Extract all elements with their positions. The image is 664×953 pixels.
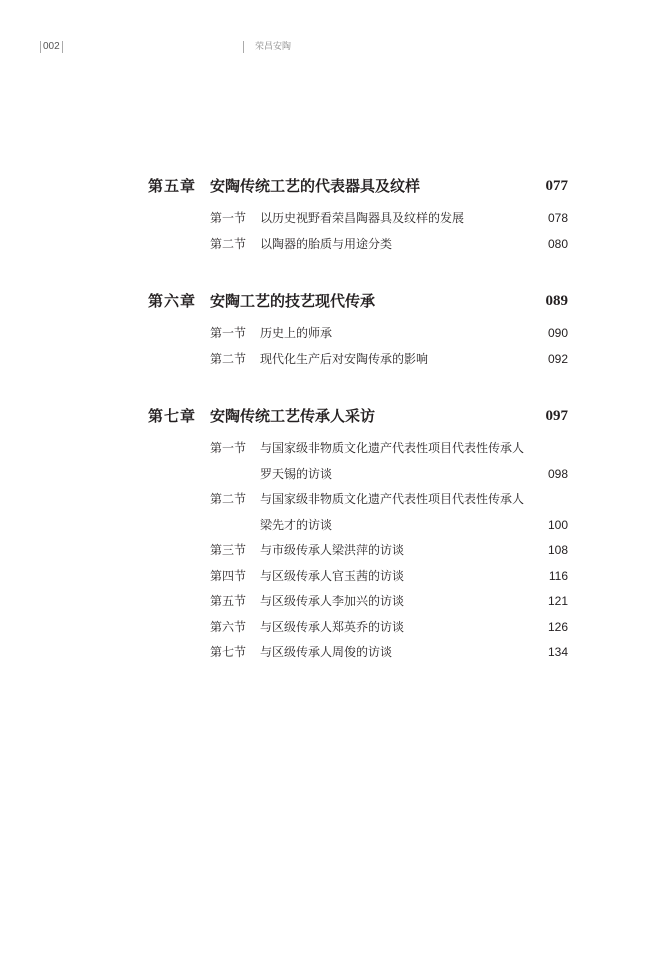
section-label: 第二节 xyxy=(210,236,247,251)
page-number: 002 xyxy=(40,41,63,53)
section-title: 与区级传承人郑英乔的访谈 xyxy=(260,619,405,634)
section-title: 现代化生产后对安陶传承的影响 xyxy=(260,351,429,366)
running-header xyxy=(40,41,340,55)
section-label: 第七节 xyxy=(210,645,247,659)
section-page-number: 116 xyxy=(548,568,568,583)
chapter-label: 第五章 xyxy=(148,177,197,195)
book-title: 荣昌安陶 xyxy=(255,42,292,52)
section-title: 与区级传承人周俊的访谈 xyxy=(260,645,393,659)
toc-section-entry[interactable] xyxy=(148,487,568,538)
section-title: 梁先才的访谈 xyxy=(260,517,333,532)
section-label: 第二节 xyxy=(210,351,247,366)
toc-section-entry[interactable] xyxy=(148,589,568,615)
section-page-number: 134 xyxy=(547,645,568,659)
chapter-title: 安陶传统工艺传承人采访 xyxy=(210,407,376,425)
chapter-title: 安陶传统工艺的代表器具及纹样 xyxy=(210,177,421,195)
section-page-number: 121 xyxy=(547,594,568,608)
section-page-number: 080 xyxy=(547,236,568,251)
section-title: 与区级传承人官玉茜的访谈 xyxy=(260,568,405,583)
chapter-heading[interactable] xyxy=(148,287,568,315)
chapter-label: 第七章 xyxy=(148,407,197,425)
chapter-heading[interactable] xyxy=(148,402,568,430)
section-title: 与区级传承人李加兴的访谈 xyxy=(260,594,405,608)
section-title: 以陶器的胎质与用途分类 xyxy=(260,236,393,251)
toc-chapter xyxy=(148,172,568,257)
section-label: 第一节 xyxy=(210,326,247,340)
toc-section-entry[interactable] xyxy=(148,347,568,373)
section-label: 第二节 xyxy=(210,492,247,506)
section-page-number: 126 xyxy=(547,619,568,634)
section-label: 第一节 xyxy=(210,441,247,455)
chapter-label: 第六章 xyxy=(148,292,197,310)
toc-section-entry[interactable] xyxy=(148,321,568,347)
section-title: 罗天锡的访谈 xyxy=(260,466,333,481)
chapter-title: 安陶工艺的技艺现代传承 xyxy=(210,292,376,310)
toc-section-entry[interactable] xyxy=(148,538,568,564)
section-title: 历史上的师承 xyxy=(260,326,333,340)
toc-chapter xyxy=(148,402,568,666)
section-title: 与国家级非物质文化遗产代表性项目代表性传承人 xyxy=(260,492,525,506)
toc-section-entry[interactable] xyxy=(148,640,568,666)
section-list xyxy=(148,436,568,666)
section-page-number: 098 xyxy=(547,466,568,481)
toc-chapter xyxy=(148,287,568,372)
section-page-number: 100 xyxy=(547,517,568,532)
section-page-number: 078 xyxy=(547,211,568,225)
section-label: 第一节 xyxy=(210,211,247,225)
section-title: 以历史视野看荣昌陶器具及纹样的发展 xyxy=(260,211,465,225)
toc-section-entry[interactable] xyxy=(148,232,568,258)
toc-section-entry[interactable] xyxy=(148,206,568,232)
section-page-number: 090 xyxy=(547,326,568,340)
section-label: 第五节 xyxy=(210,594,247,608)
section-page-number: 108 xyxy=(547,543,568,557)
section-label: 第三节 xyxy=(210,543,247,557)
header-divider xyxy=(243,41,244,53)
toc-section-entry[interactable] xyxy=(148,615,568,641)
section-label: 第四节 xyxy=(210,568,247,583)
section-title: 与市级传承人梁洪萍的访谈 xyxy=(260,543,405,557)
section-list xyxy=(148,321,568,372)
toc-section-entry[interactable] xyxy=(148,564,568,590)
section-label: 第六节 xyxy=(210,619,247,634)
chapter-page-number: 097 xyxy=(545,408,568,424)
section-list xyxy=(148,206,568,257)
chapter-heading[interactable] xyxy=(148,172,568,200)
section-title: 与国家级非物质文化遗产代表性项目代表性传承人 xyxy=(260,441,525,455)
table-of-contents xyxy=(148,172,568,696)
chapter-page-number: 089 xyxy=(545,293,568,309)
section-page-number: 092 xyxy=(547,351,568,366)
toc-section-entry[interactable] xyxy=(148,436,568,487)
chapter-page-number: 077 xyxy=(545,178,568,194)
